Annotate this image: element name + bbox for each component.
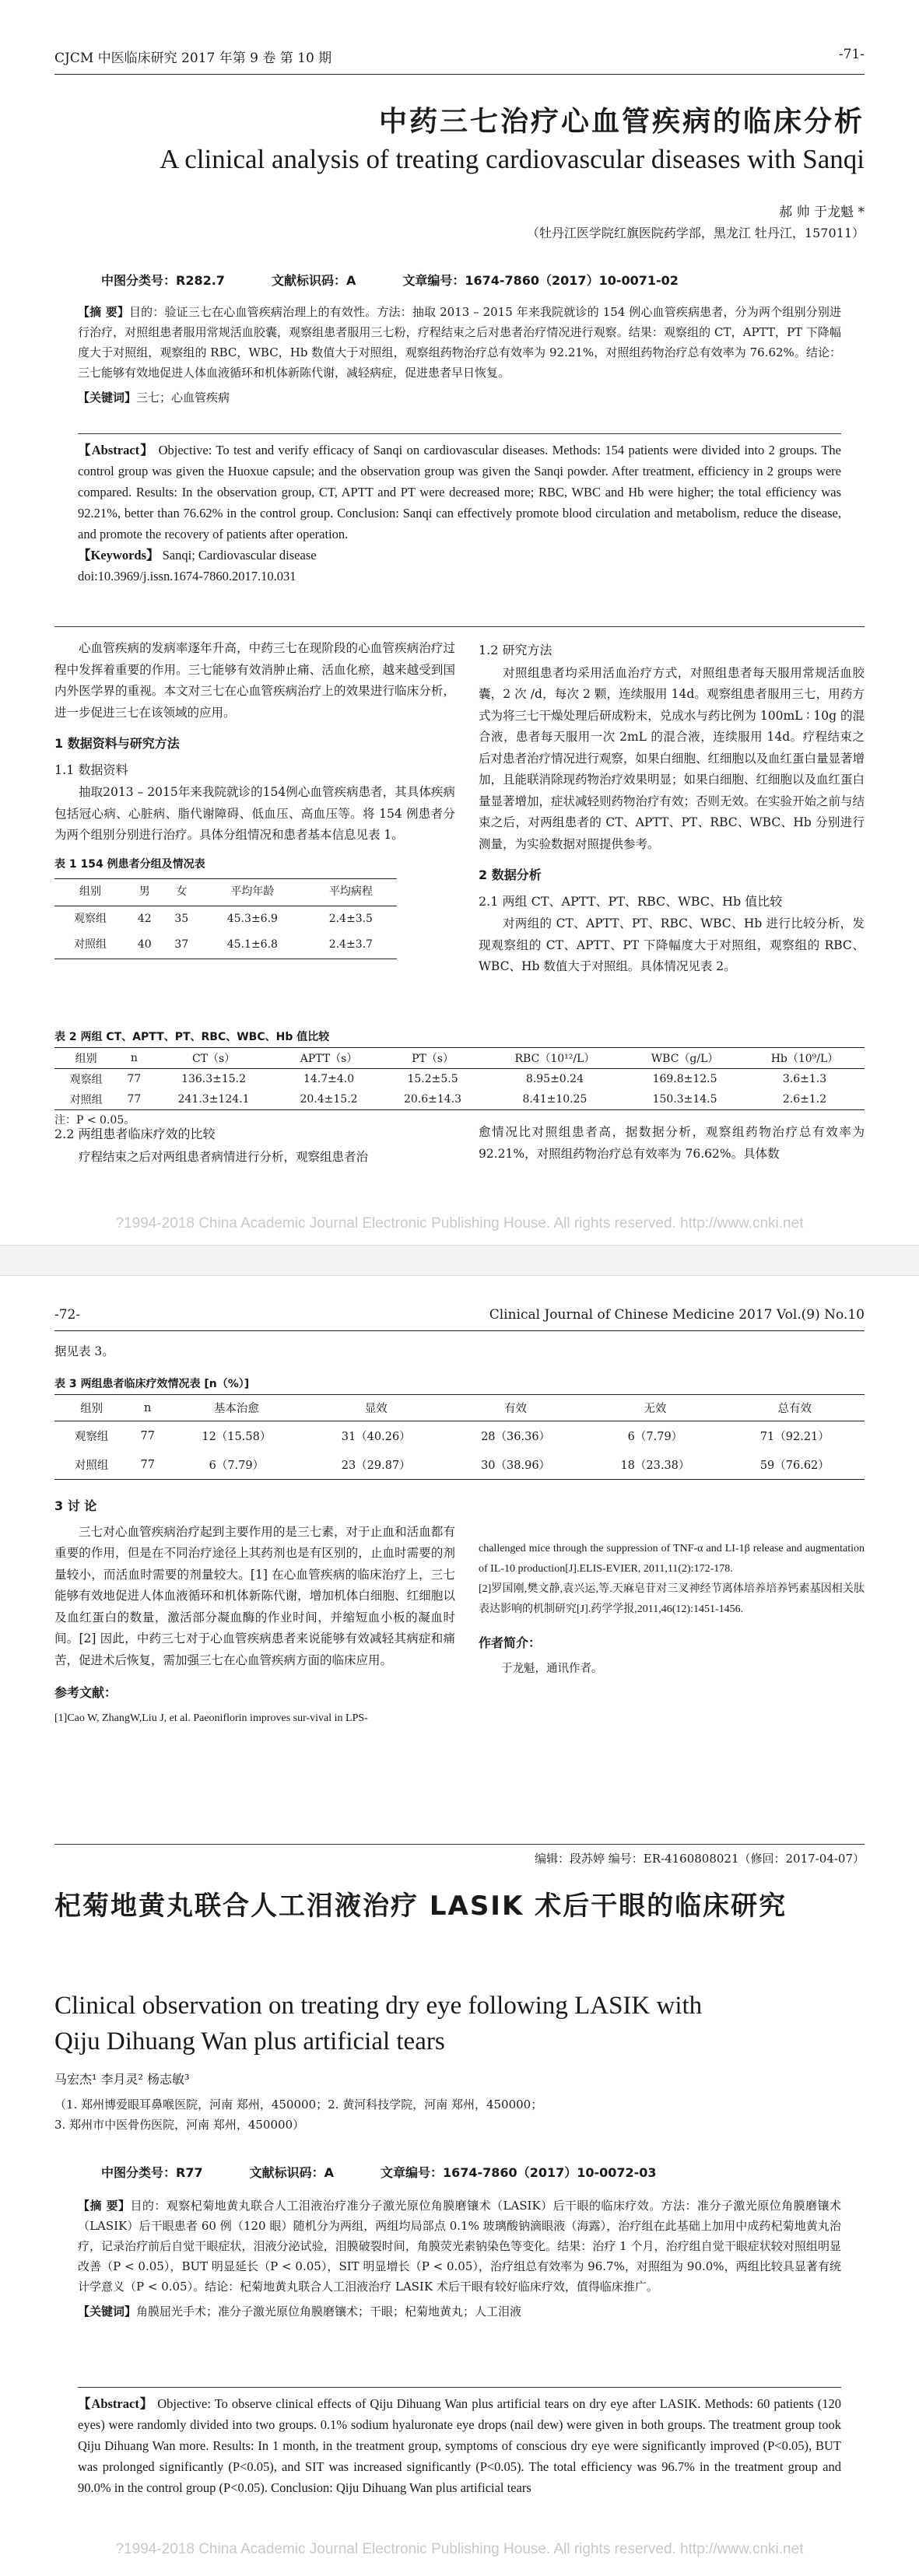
table-1-header: 组别 xyxy=(79,885,101,898)
table-row xyxy=(54,1089,865,1110)
table-cell: 30（38.96） xyxy=(481,1460,551,1472)
page-gap xyxy=(0,1245,919,1276)
table-cell: 37 xyxy=(174,938,189,951)
table-cell: 150.3±14.5 xyxy=(652,1093,717,1106)
abstract-en xyxy=(78,440,841,587)
table-cell: 8.95±0.24 xyxy=(525,1073,584,1085)
table-cell: 20.6±14.3 xyxy=(404,1093,462,1106)
table-2-header: Hb（10⁹/L） xyxy=(770,1053,839,1065)
discussion-column xyxy=(54,1486,455,1729)
table-2-caption: 表 2 两组 CT、APTT、PT、RBC、WBC、Hb 值比较 xyxy=(54,1031,330,1043)
table-cell: 观察组 xyxy=(69,1074,103,1086)
table-3-header: 无效 xyxy=(644,1403,667,1415)
section-2-1-heading: 2.1 两组 CT、APTT、PT、RBC、WBC、Hb 值比较 xyxy=(479,893,783,909)
copyright-footer: ?1994-2018 China Academic Journal Electronic Publishing House. All rights reserved. http://www.cnki.net xyxy=(115,1215,804,1232)
keywords-en-text: Sanqi; Cardiovascular disease xyxy=(162,548,317,563)
table-cell: 77 xyxy=(127,1093,142,1106)
abstract-label: 【摘 要】 xyxy=(78,2199,131,2213)
article-2-authors: 马宏杰¹ 李月灵² 杨志敏³ xyxy=(54,2072,190,2087)
article-end-divider xyxy=(54,1844,865,1845)
table-cell: 77 xyxy=(140,1429,155,1442)
header-page-number: -71- xyxy=(838,47,865,62)
body-divider xyxy=(54,626,865,627)
article-2-title-cn: 杞菊地黄丸联合人工泪液治疗 LASIK 术后干眼的临床研究 xyxy=(54,1891,787,1922)
abstract-en-text: Objective: To test and verify efficacy of Sanqi on cardiovascular diseases. Methods: 154 patients were divided into 2 groups. The control group was given the Huoxue capsule; and the observation group was given the Sanqi powder. After treatment, efficiency in 2 groups were compared. Results: In the observation group, CT, APTT and PT were decreased more; RBC, WBC and Hb were higher; the total efficiency was 92.21%, better than 76.62% in the control group. Conclusion: Sanqi can effectively promote blood circulation and metabolism, reduce the disease, and promote the recovery of patients after operation. xyxy=(78,443,842,541)
table-2 xyxy=(54,1029,865,1127)
table-row xyxy=(54,932,397,959)
table-2-header: RBC（10¹²/L） xyxy=(514,1053,595,1065)
left-column-bottom xyxy=(54,1122,455,1168)
clc-number: 中图分类号：R282.7 xyxy=(101,273,225,288)
table-cell: 45.3±6.9 xyxy=(226,912,278,925)
author-intro-text: 于龙魁，通讯作者。 xyxy=(501,1662,603,1675)
abstract-en-label: 【Abstract】 xyxy=(78,2396,154,2411)
article-title-cn: 中药三七治疗心血管疾病的临床分析 xyxy=(378,106,865,138)
article-2-classification-line xyxy=(101,2163,865,2181)
right-column-bottom xyxy=(479,1122,865,1165)
table-cell: 31（40.26） xyxy=(341,1431,411,1443)
section-3-text: 三七对心血管疾病治疗起到主要作用的是三七素，对于止血和活血都有重要的作用，但是在不同治疗途径上其药剂也是有区别的，止血时需要的剂量较小，而活血时需要的剂量较大。[1] 在心血管疾病的临床治疗上，三七能够有效地促进人体血液循环和机体新陈代谢，增加机体白细胞、红细胞以及血红蛋白的数量，激活部分凝血酶的作业时间，并缩短血小板的凝血时间。[2] 因此，中药三七对于心血管疾病患者来说能够有效减轻其病症和痛苦，促进术后恢复，需加强三七在心血管疾病方面的临床应用。 xyxy=(54,1524,455,1667)
table-1 xyxy=(54,854,455,959)
table-1-header: 平均病程 xyxy=(328,885,373,898)
table-cell: 169.8±12.5 xyxy=(652,1073,717,1085)
table-3-header: 基本治愈 xyxy=(213,1403,259,1415)
article-2-affiliation xyxy=(54,2094,865,2135)
table-2-note: 注：P < 0.05。 xyxy=(54,1114,135,1127)
table-row xyxy=(54,1421,865,1451)
table-row xyxy=(54,906,397,932)
article-2-title-en xyxy=(54,1988,865,2059)
keywords-text: 三七；心血管疾病 xyxy=(136,391,230,405)
table-cell: 28（36.36） xyxy=(481,1431,551,1443)
table-cell: 23（29.87） xyxy=(341,1460,411,1472)
table-1-header: 平均年龄 xyxy=(230,885,275,898)
table-cell: 6（7.79） xyxy=(627,1431,683,1443)
table-cell: 6（7.79） xyxy=(209,1460,265,1472)
table-cell: 2.6±1.2 xyxy=(782,1093,827,1106)
document-code: 文献标识码：A xyxy=(249,2165,334,2180)
table-1-header-row xyxy=(54,879,397,906)
table-cell: 20.4±15.2 xyxy=(300,1093,358,1106)
article-2-affiliation-line1: （1. 郑州博爱眼耳鼻喉医院，河南 郑州，450000；2. 黄河科技学院，河南 郑州，450000； xyxy=(54,2098,543,2112)
table-2-header: 组别 xyxy=(75,1053,97,1065)
article-2-affiliation-line2: 3. 郑州市中医骨伤医院，河南 郑州，450000） xyxy=(54,2118,305,2132)
abstract-label: 【摘 要】 xyxy=(78,305,130,319)
copyright-footer: ?1994-2018 China Academic Journal Electronic Publishing House. All rights reserved. http://www.cnki.net xyxy=(115,2541,804,2557)
abstract-cn xyxy=(78,302,841,408)
section-1-1-heading: 1.1 数据资料 xyxy=(54,762,128,777)
table-cell: 136.3±15.2 xyxy=(181,1073,247,1085)
abstract-en-text: Objective: To observe clinical effects of Qiju Dihuang Wan plus artificial tears on dry eye after LASIK. Methods: 60 patients (120 eyes) were randomly divided into two groups. 0.1% sodium hyaluronate eye drops (nail dew) were given in both groups. The treatment group took Qiju Dihuang Wan more. Results: In 1 month, in the treatment group, symptoms of conscious dry eye were significantly improved (P<0.05), BUT was prolonged significantly (P<0.05), and SIT was increased significantly (P<0.05). The total efficiency was 96.7% in the treatment group and 90.0% in the control group (P<0.05). Conclusion: Qiju Dihuang Wan plus artificial tears xyxy=(78,2396,842,2495)
section-2-heading: 2 数据分析 xyxy=(479,867,542,882)
table-cell: 59（76.62） xyxy=(759,1460,830,1472)
table-row xyxy=(54,1450,865,1480)
reference-2: [2]罗国刚,樊文静,袁兴运,等.天麻皂苷对三叉神经节离体培养培养钙素基因相关肽表达影响的机制研究[J].药学学报,2011,46(12):1451-1456. xyxy=(479,1583,865,1615)
table-3-caption: 表 3 两组患者临床疗效情况表 [n（%）] xyxy=(54,1378,250,1390)
table-1-header: 女 xyxy=(176,885,188,898)
table-cell: 3.6±1.3 xyxy=(782,1073,827,1085)
table-3-header: n xyxy=(144,1401,152,1414)
table-cell: 对照组 xyxy=(74,938,107,951)
article-2-title-en-line1: Clinical observation on treating dry eye following LASIK with xyxy=(54,1992,703,2020)
article-title-en: A clinical analysis of treating cardiovascular diseases with Sanqi xyxy=(160,144,865,174)
table-2-header-row xyxy=(54,1048,865,1069)
table-cell: 40 xyxy=(137,938,152,951)
table-2-header: CT（s） xyxy=(191,1053,236,1065)
table-cell: 35 xyxy=(174,912,189,925)
table-cell: 8.41±10.25 xyxy=(522,1093,588,1106)
table-3-header: 总有效 xyxy=(777,1403,812,1415)
right-column xyxy=(479,638,865,978)
table-3-header: 组别 xyxy=(80,1403,103,1415)
header-page-number: -72- xyxy=(54,1307,81,1323)
section-1-2-text: 对照组患者均采用活血治疗方式，对照组患者每天服用常规活血胶囊，2 次 /d，每次 2 颗，连续服用 14d。观察组患者服用三七，用药方式为将三七干燥处理后研成粉末，兑成水与药比例为 100mL ∶ 10g 的混合液，患者每天服用一次 2mL 的混合液，连续服用 14d。疗程结束之后对患者治疗情况进行观察，如果白细胞、红细胞以及血红蛋白量显著增加，且能联消除现药物治疗效果明显；如果白细胞、红细胞以及血红蛋白量显著增加，症状减轻则药物治疗有效；否则无效。在实验开始之前与结束之后，对两组患者的 CT、APTT、PT、RBC、WBC、Hb 分别进行测量，为实验数据对照提供参考。 xyxy=(479,665,865,851)
table-cell: 对照组 xyxy=(69,1094,103,1106)
table-3 xyxy=(54,1376,865,1480)
reference-1: [1]Cao W, ZhangW,Liu J, et al. Paeoniflorin improves sur-vival in LPS- xyxy=(54,1712,368,1724)
table-cell: 42 xyxy=(137,912,152,925)
table-cell: 77 xyxy=(140,1458,155,1471)
article-number: 文章编号：1674-7860（2017）10-0071-02 xyxy=(402,273,679,288)
document-code: 文献标识码：A xyxy=(271,273,356,288)
table-cell: 15.2±5.5 xyxy=(407,1073,458,1085)
references-column xyxy=(479,1539,865,1680)
section-2-2-text-continued: 愈情况比对照组患者高，据数据分析，观察组药物治疗总有效率为 92.21%，对照组药物治疗总有效率为 76.62%。具体数 xyxy=(479,1125,865,1161)
abstract-divider xyxy=(78,2387,841,2388)
abstract-text: 目的：观察杞菊地黄丸联合人工泪液治疗准分子激光原位角膜磨镶术（LASIK）后干眼的临床疗效。方法：准分子激光原位角膜磨镶术（LASIK）后干眼患者 60 例（120 眼）随机分为两组，两组均局部点 0.1% 玻璃酸钠滴眼液（海露），治疗组在此基础上加用中成药杞菊地黄丸治疗，记录治疗前后自觉干眼症状，泪液分泌试验，泪膜破裂时间，角膜荧光素钠染色等变化。结果：治疗 1 个月，治疗组自觉干眼症状较对照组明显改善（P < 0.05），BUT 明显延长（P < 0.05），SIT 明显增长（P < 0.05），治疗组总有效率为 96.7%，对照组为 90.0%，两组比较具显著有统计学意义（P < 0.05）。结论：杞菊地黄丸联合人工泪液治疗 LASIK 术后干眼有较好临床疗效，值得临床推广。 xyxy=(78,2199,841,2294)
table-1-caption: 表 1 154 例患者分组及情况表 xyxy=(54,857,205,871)
table-cell: 71（92.21） xyxy=(759,1431,830,1443)
abstract-text: 目的：验证三七在心血管疾病治理上的有效性。方法：抽取 2013 – 2015 年来我院就诊的 154 例心血管疾病患者，分为两个组别分别进行治疗，对照组患者服用常规活血胶囊，观察组患者服用三七粉，疗程结束之后对患者治疗情况进行观察。结果：观察组的 CT，APTT，PT 下降幅度大于对照组，观察组的 RBC，WBC，Hb 数值大于对照组，观察组药物治疗总有效率为 92.21%，对照组药物治疗总有效率为 76.62%。结论：三七能够有效地促进人体血液循环和机体新陈代谢，减轻病症，促进患者早日恢复。 xyxy=(78,305,841,380)
running-header xyxy=(54,1307,865,1331)
header-journal: CJCM 中医临床研究 2017 年第 9 卷 第 10 期 xyxy=(54,51,332,66)
header-journal: Clinical Journal of Chinese Medicine 2017 Vol.(9) No.10 xyxy=(489,1307,865,1323)
table-3-header: 显效 xyxy=(364,1403,388,1415)
section-2-1-text: 对两组的 CT、APTT、PT、RBC、WBC、Hb 进行比较分析，发现观察组的 CT、APTT、PT 下降幅度大于对照组，观察组的 RBC、WBC、Hb 数值大于对照组。具体情况见表 2。 xyxy=(479,916,865,973)
keywords-text: 角膜屈光手术；准分子激光原位角膜磨镶术；干眼；杞菊地黄丸；人工泪液 xyxy=(136,2304,522,2318)
running-header xyxy=(54,47,865,75)
left-column xyxy=(54,638,455,959)
clc-number: 中图分类号：R77 xyxy=(101,2165,203,2180)
article-affiliation: （牡丹江医学院红旗医院药学部，黑龙江 牡丹江，157011） xyxy=(526,226,865,240)
table-cell: 45.1±6.8 xyxy=(226,938,278,951)
table-cell: 对照组 xyxy=(74,1460,109,1472)
section-1-2-heading: 1.2 研究方法 xyxy=(479,643,552,657)
table-1-header: 男 xyxy=(139,885,150,898)
page-71 xyxy=(0,0,919,1245)
section-2-2-heading: 2.2 两组患者临床疗效的比较 xyxy=(54,1127,216,1141)
keywords-label: 【关键词】 xyxy=(78,2304,137,2318)
section-2-2-text: 疗程结束之后对两组患者病情进行分析，观察组患者治 xyxy=(79,1149,369,1164)
table-cell: 观察组 xyxy=(74,912,107,925)
intro-paragraph: 心血管疾病的发病率逐年升高，中药三七在现阶段的心血管疾病治疗过程中发挥着重要的作用。三七能够有效消肿止痛、活血化瘀，越来越受到国内外医学界的重视。本文对三七在心血管疾病治疗上的效果进行临床分析，进一步促进三七在该领域的应用。 xyxy=(54,641,455,720)
keywords-label: 【关键词】 xyxy=(78,391,137,405)
table-cell: 14.7±4.0 xyxy=(303,1073,355,1085)
article-number: 文章编号：1674-7860（2017）10-0072-03 xyxy=(380,2165,657,2180)
abstract-en-label: 【Abstract】 xyxy=(78,443,155,457)
abstract-divider xyxy=(78,433,841,434)
table-cell: 241.3±124.1 xyxy=(177,1093,250,1106)
references-heading: 参考文献： xyxy=(54,1685,118,1700)
editor-line: 编辑：段苏婷 编号：ER-4160808021（修回：2017-04-07） xyxy=(534,1852,865,1866)
table-cell: 77 xyxy=(127,1073,142,1085)
table-2-header: PT（s） xyxy=(412,1053,454,1065)
continued-line: 据见表 3。 xyxy=(54,1344,114,1358)
section-3-heading: 3 讨 论 xyxy=(54,1498,97,1513)
table-cell: 18（23.38） xyxy=(620,1460,690,1472)
classification-line xyxy=(101,271,865,289)
section-1-heading: 1 数据资料与研究方法 xyxy=(54,736,180,751)
doi: doi:10.3969/j.issn.1674-7860.2017.10.031 xyxy=(78,569,296,584)
article-2-abstract-cn xyxy=(78,2196,841,2322)
table-row xyxy=(54,1069,865,1090)
article-authors: 郝 帅 于龙魁 * xyxy=(779,205,865,220)
section-1-1-text: 抽取2013 – 2015年来我院就诊的154例心血管疾病患者，其具体疾病包括冠心病、心脏病、脂代谢障碍、低血压、高血压等。将 154 例患者分为两个组别分别进行治疗。具体分组情况和患者基本信息见表 1。 xyxy=(54,785,455,842)
table-3-header-row xyxy=(54,1395,865,1421)
article-2-abstract-en xyxy=(78,2393,841,2498)
page-72 xyxy=(0,1276,919,2576)
continued-text xyxy=(54,1341,455,1363)
table-2-header: APTT（s） xyxy=(300,1053,358,1065)
table-cell: 12（15.58） xyxy=(202,1431,272,1443)
reference-1-continued: challenged mice through the suppression of TNF-α and LI-1β release and augmentation of IL-10 production[J].ELIS-EVIER, 2011,11(2):172-178. xyxy=(479,1543,865,1575)
keywords-en-label: 【Keywords】 xyxy=(78,548,160,563)
author-intro-heading: 作者简介： xyxy=(479,1635,542,1650)
table-2-header: n xyxy=(130,1052,138,1064)
table-2-header: WBC（g/L） xyxy=(651,1053,719,1065)
article-2-title-en-line2: Qiju Dihuang Wan plus artificial tears xyxy=(54,2028,445,2056)
table-cell: 观察组 xyxy=(74,1431,109,1443)
table-3-header: 有效 xyxy=(504,1403,528,1415)
table-cell: 2.4±3.7 xyxy=(328,938,373,951)
table-cell: 2.4±3.5 xyxy=(328,912,373,925)
